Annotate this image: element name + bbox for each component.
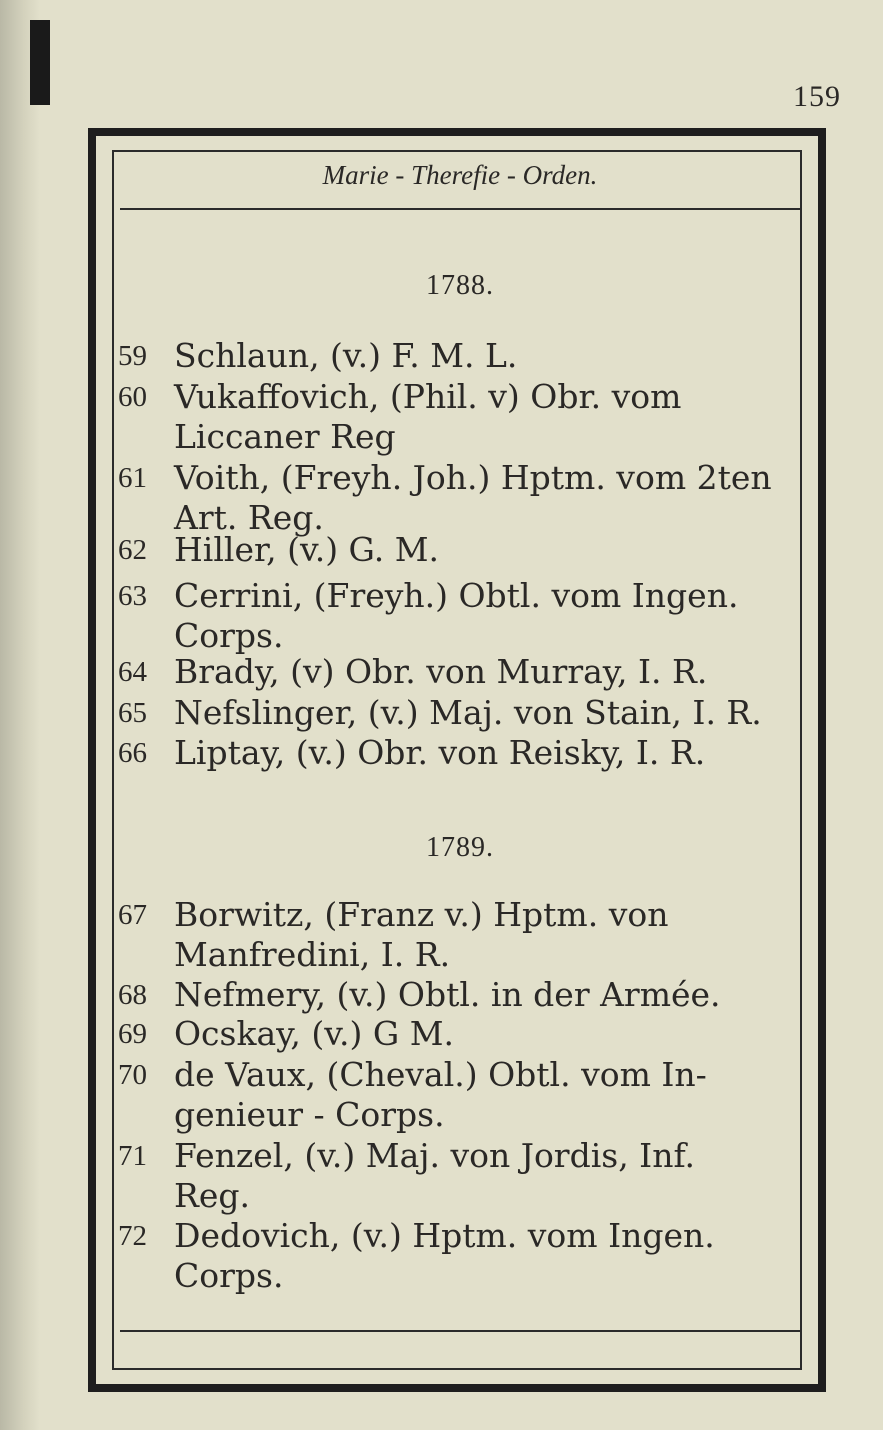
header-rule-top — [120, 150, 800, 152]
list-item — [118, 1014, 808, 1054]
year-heading: 1789. — [426, 832, 494, 863]
list-item — [118, 1136, 808, 1216]
entry-number: 65 — [118, 697, 147, 729]
bottom-rule — [120, 1330, 800, 1332]
entry-text-continued: Corps. — [174, 616, 284, 655]
entry-text-continued: Liccaner Reg — [174, 417, 396, 456]
entry-number: 61 — [118, 462, 147, 494]
entry-number: 60 — [118, 381, 147, 413]
page-number: 159 — [793, 80, 841, 113]
entry-number: 71 — [118, 1140, 147, 1172]
entry-text: Brady, (v) Obr. von Murray, I. R. — [174, 652, 708, 691]
list-item — [118, 1055, 808, 1135]
year-heading: 1788. — [426, 270, 494, 301]
list-item — [118, 530, 808, 570]
entry-text-continued: Manfredini, I. R. — [174, 935, 451, 974]
entry-number: 67 — [118, 899, 147, 931]
binding-mark — [30, 20, 50, 105]
entry-text: Borwitz, (Franz v.) Hptm. von — [174, 895, 669, 934]
entry-text: Schlaun, (v.) F. M. L. — [174, 336, 518, 375]
entry-text: Hiller, (v.) G. M. — [174, 530, 439, 569]
entry-number: 68 — [118, 979, 147, 1011]
list-item — [118, 1216, 808, 1296]
entry-number: 66 — [118, 737, 147, 769]
list-item — [118, 733, 808, 773]
list-item — [118, 895, 808, 975]
binding-edge — [0, 0, 40, 1430]
list-item — [118, 693, 808, 733]
entry-text: Nefmery, (v.) Obtl. in der Armée. — [174, 975, 721, 1014]
entry-text: Dedovich, (v.) Hptm. vom Ingen. — [174, 1216, 715, 1255]
entry-text: de Vaux, (Cheval.) Obtl. vom In- — [174, 1055, 707, 1094]
list-item — [118, 458, 808, 538]
entry-number: 64 — [118, 656, 147, 688]
entry-text: Cerrini, (Freyh.) Obtl. vom Ingen. — [174, 576, 739, 615]
entry-text: Voith, (Freyh. Joh.) Hptm. vom 2ten — [174, 458, 772, 497]
entry-number: 62 — [118, 534, 147, 566]
list-item — [118, 377, 808, 457]
list-item — [118, 975, 808, 1015]
entry-text-continued: genieur - Corps. — [174, 1095, 445, 1134]
entry-number: 63 — [118, 580, 147, 612]
entry-text-continued: Corps. — [174, 1256, 284, 1295]
entry-text: Fenzel, (v.) Maj. von Jordis, Inf. — [174, 1136, 695, 1175]
entry-text-continued: Art. Reg. — [174, 498, 324, 537]
entry-number: 69 — [118, 1018, 147, 1050]
entry-text-continued: Reg. — [174, 1176, 250, 1215]
entry-text: Nefslinger, (v.) Maj. von Stain, I. R. — [174, 693, 762, 732]
entry-number: 59 — [118, 340, 147, 372]
order-title: Marie - Therefie - Orden. — [322, 160, 598, 190]
list-item — [118, 652, 808, 692]
entry-number: 72 — [118, 1220, 147, 1252]
header-rule-bottom — [120, 208, 800, 210]
list-item — [118, 336, 808, 376]
list-item — [118, 576, 808, 656]
entry-number: 70 — [118, 1059, 147, 1091]
entry-text: Vukaffovich, (Phil. v) Obr. vom — [174, 377, 682, 416]
entry-text: Liptay, (v.) Obr. von Reisky, I. R. — [174, 733, 706, 772]
entry-text: Ocskay, (v.) G M. — [174, 1014, 454, 1053]
